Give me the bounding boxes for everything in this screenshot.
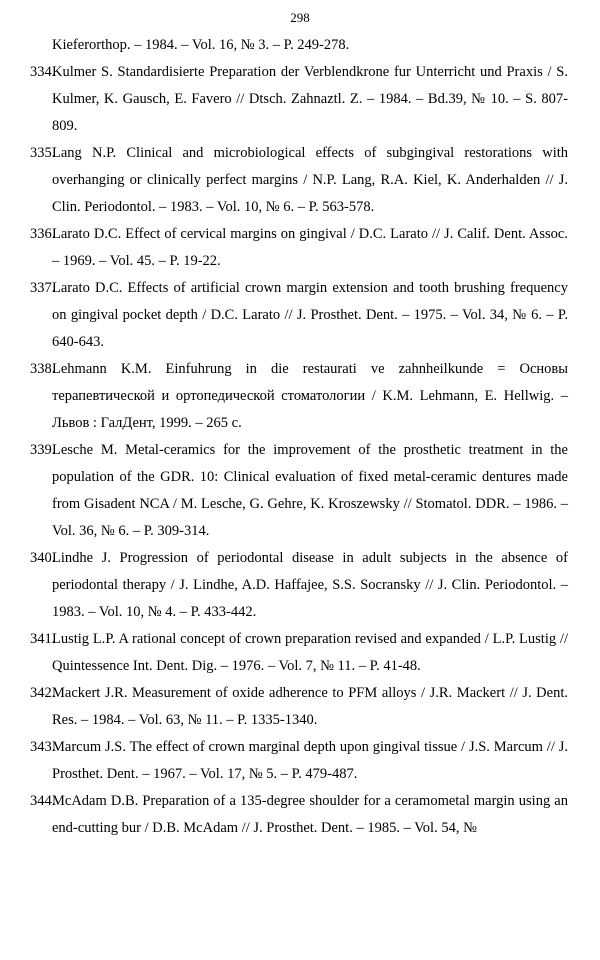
- reference-entry: [0, 275, 600, 356]
- reference-text: Lang N.P. Clinical and microbiological effects of subgingival restorations with overhanging or clinically perfect margins / N.P. Lang, R.A. Kiel, K. Anderhalden // J. Clin. Periodontol. – 1983. – Vol. 10, № 6. – P. 563-578.: [52, 145, 568, 215]
- reference-text: Mackert J.R. Measurement of oxide adherence to PFM alloys / J.R. Mackert // J. Dent. Res. – 1984. – Vol. 63, № 11. – P. 1335-1340.: [52, 685, 568, 728]
- reference-text: Lehmann K.M. Einfuhrung in die restaurati ve zahnheilkunde = Основы терапевтической и ортопедической стоматологии / K.M. Lehmann, E. Hellwig. – Львов : ГалДент, 1999. – 265 с.: [52, 361, 568, 431]
- reference-number: 342.: [30, 685, 56, 701]
- reference-number: 336.: [30, 226, 56, 242]
- reference-entry: [0, 626, 600, 680]
- reference-number: 334.: [30, 64, 56, 80]
- reference-entry: [0, 788, 600, 842]
- reference-entry: [0, 437, 600, 545]
- reference-entry: [0, 59, 600, 140]
- reference-text: Kulmer S. Standardisierte Preparation der Verblendkrone fur Unterricht und Praxis / S. Kulmer, K. Gausch, E. Favero // Dtsch. Zahnaztl. Z. – 1984. – Bd.39, № 10. – S. 807-809.: [52, 64, 568, 134]
- reference-number: 344.: [30, 793, 56, 809]
- reference-number: 343.: [30, 739, 56, 755]
- reference-entry: [0, 356, 600, 437]
- reference-text: Marcum J.S. The effect of crown marginal depth upon gingival tissue / J.S. Marcum // J. Prosthet. Dent. – 1967. – Vol. 17, № 5. – P. 479-487.: [52, 739, 568, 782]
- reference-text: Lustig L.P. A rational concept of crown preparation revised and expanded / L.P. Lustig // Quintessence Int. Dent. Dig. – 1976. – Vol. 7, № 11. – P. 41-48.: [52, 631, 568, 674]
- reference-number: 335.: [30, 145, 56, 161]
- reference-number: 341.: [30, 631, 56, 647]
- reference-text: Larato D.C. Effects of artificial crown margin extension and tooth brushing frequency on gingival pocket depth / D.C. Larato // J. Prosthet. Dent. – 1975. – Vol. 34, № 6. – P. 640-643.: [52, 280, 568, 350]
- reference-entry: [0, 140, 600, 221]
- reference-number: 339.: [30, 442, 56, 458]
- reference-continuation: Kieferorthop. – 1984. – Vol. 16, № 3. – P. 249-278.: [52, 37, 350, 53]
- reference-text: Lindhe J. Progression of periodontal disease in adult subjects in the absence of periodontal therapy / J. Lindhe, A.D. Haffajee, S.S. Socransky // J. Clin. Periodontol. – 1983. – Vol. 10, № 4. – P. 433-442.: [52, 550, 568, 620]
- reference-text: Larato D.C. Effect of cervical margins on gingival / D.C. Larato // J. Calif. Dent. Assoc. – 1969. – Vol. 45. – P. 19-22.: [52, 226, 568, 269]
- page-number: 298: [290, 10, 310, 25]
- reference-entry: [0, 221, 600, 275]
- reference-entry: [0, 680, 600, 734]
- reference-entry: [0, 734, 600, 788]
- reference-number: 338.: [30, 361, 56, 377]
- reference-text: Lesche M. Metal-ceramics for the improvement of the prosthetic treatment in the population of the GDR. 10: Clinical evaluation of fixed metal-ceramic dentures made from Gisadent NCA / M. Lesche, G. Gehre, K. Kroszewsky // Stomatol. DDR. – 1986. – Vol. 36, № 6. – P. 309-314.: [52, 442, 568, 539]
- reference-number: 340.: [30, 550, 56, 566]
- reference-number: 337.: [30, 280, 56, 296]
- reference-entry: [0, 545, 600, 626]
- reference-list: [0, 32, 600, 842]
- reference-text: McAdam D.B. Preparation of a 135-degree shoulder for a ceramometal margin using an end-cutting bur / D.B. McAdam // J. Prosthet. Dent. – 1985. – Vol. 54, №: [52, 793, 568, 836]
